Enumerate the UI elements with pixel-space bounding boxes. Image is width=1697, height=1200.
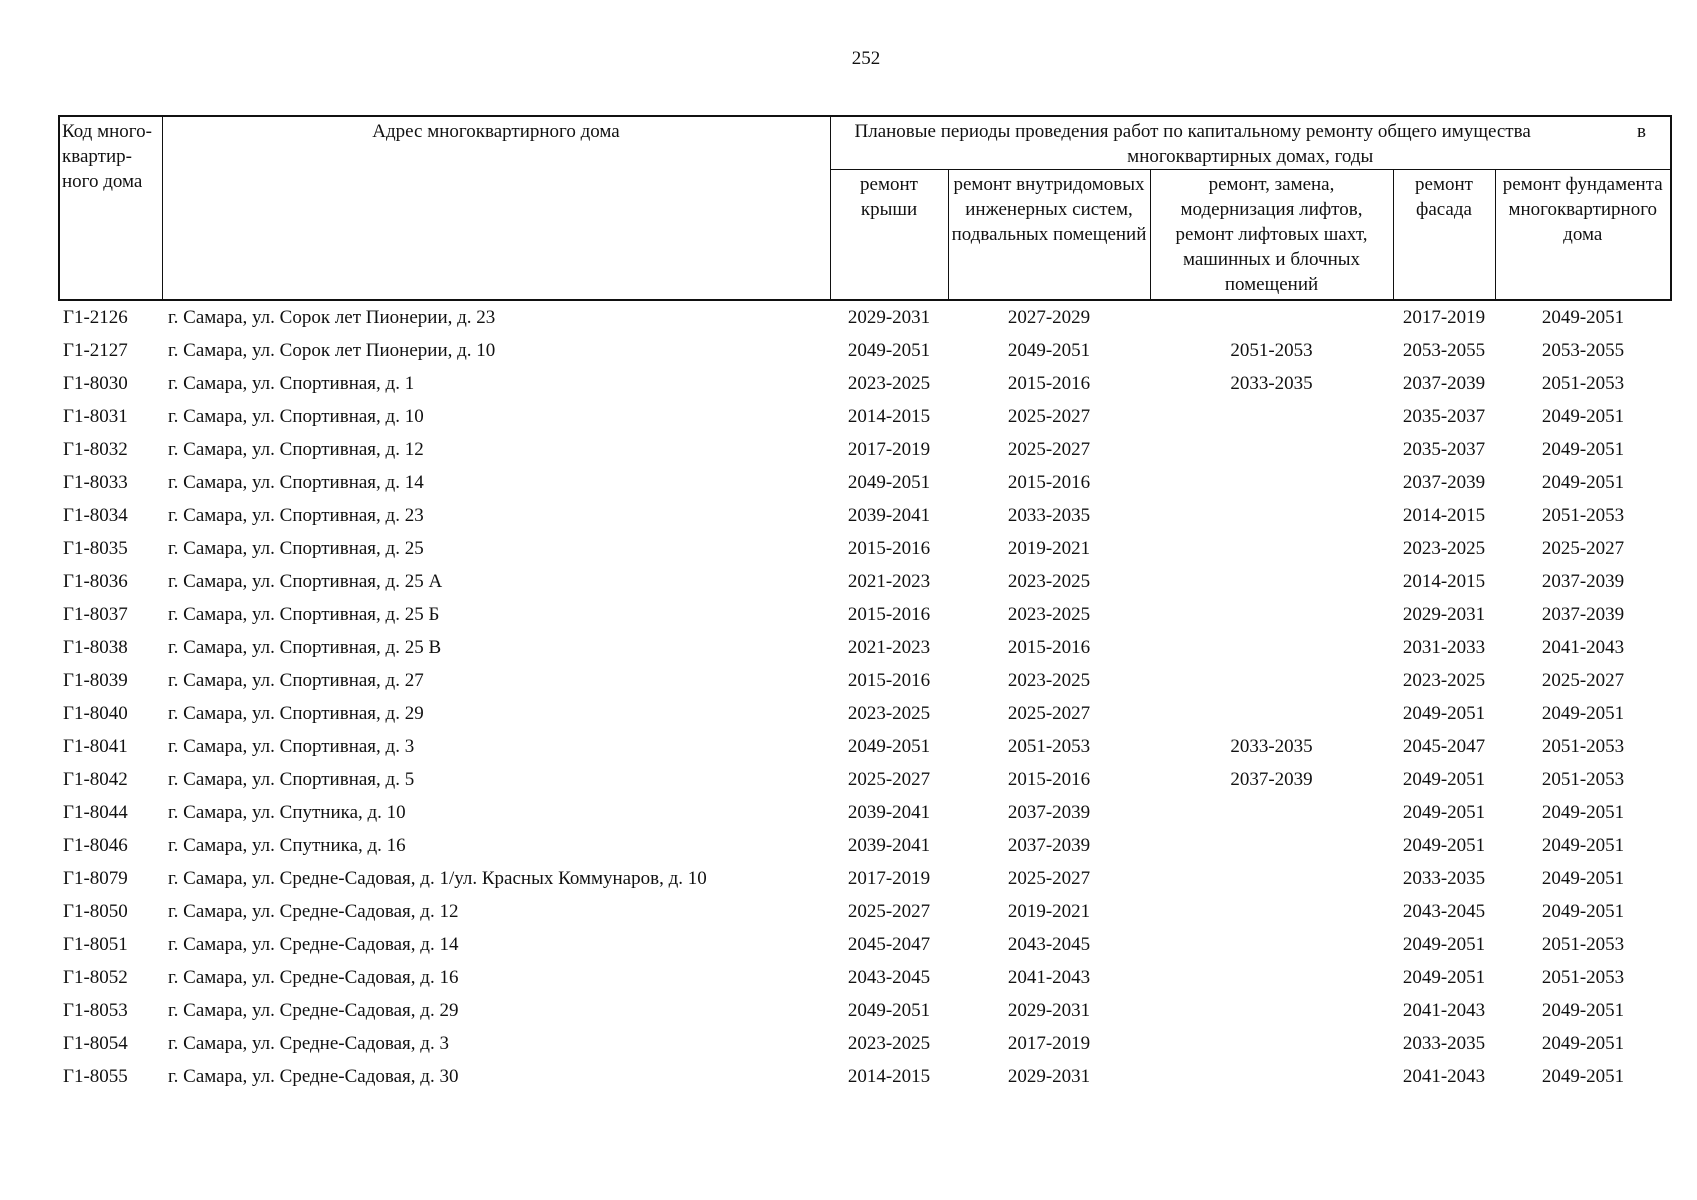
- lifts-period-cell: [1150, 961, 1393, 994]
- roof-period-cell: 2025-2027: [847, 901, 931, 922]
- address-cell: г. Самара, ул. Сорок лет Пионерии, д. 10: [168, 340, 496, 361]
- lifts-period-cell: [1150, 829, 1393, 862]
- facade-period-cell: 2049-2051: [1402, 835, 1486, 856]
- systems-period-cell: 2023-2025: [1007, 670, 1091, 691]
- facade-period-cell: 2049-2051: [1402, 967, 1486, 988]
- foundation-period-cell: 2049-2051: [1541, 1000, 1625, 1021]
- systems-period-cell: 2017-2019: [1007, 1033, 1091, 1054]
- house-code-cell: Г1-8050: [63, 901, 128, 922]
- facade-period-cell: 2043-2045: [1402, 901, 1486, 922]
- house-code-cell: Г1-8036: [63, 571, 128, 592]
- foundation-period-cell: 2037-2039: [1541, 571, 1625, 592]
- address-cell: г. Самара, ул. Спортивная, д. 27: [168, 670, 424, 691]
- table-row: [59, 697, 1671, 730]
- house-code-cell: Г1-8052: [63, 967, 128, 988]
- facade-period-cell: 2017-2019: [1402, 307, 1486, 328]
- roof-period-cell: 2014-2015: [847, 406, 931, 427]
- address-cell: г. Самара, ул. Спутника, д. 16: [168, 835, 406, 856]
- lifts-period-cell: [1150, 796, 1393, 829]
- facade-period-cell: 2037-2039: [1402, 472, 1486, 493]
- systems-period-cell: 2019-2021: [1007, 538, 1091, 559]
- table-row: [59, 763, 1671, 796]
- address-cell: г. Самара, ул. Средне-Садовая, д. 16: [168, 967, 459, 988]
- table-row: [59, 400, 1671, 433]
- header-engineering-systems-repair: ремонт внутридомовых инженерных систем, подвальных помещений: [948, 170, 1150, 301]
- systems-period-cell: 2025-2027: [1007, 868, 1091, 889]
- facade-period-cell: 2041-2043: [1402, 1066, 1486, 1087]
- header-address: Адрес многоквартирного дома: [162, 116, 830, 300]
- facade-period-cell: 2049-2051: [1402, 769, 1486, 790]
- table-row: [59, 796, 1671, 829]
- address-cell: г. Самара, ул. Средне-Садовая, д. 12: [168, 901, 459, 922]
- header-planned-periods-line2: многоквартирных домах, годы: [1127, 146, 1374, 167]
- address-cell: г. Самара, ул. Сорок лет Пионерии, д. 23: [168, 307, 496, 328]
- lifts-period-cell: [1150, 433, 1393, 466]
- address-cell: г. Самара, ул. Спортивная, д. 3: [168, 736, 415, 757]
- lifts-period-cell: [1150, 565, 1393, 598]
- address-cell: г. Самара, ул. Спортивная, д. 12: [168, 439, 424, 460]
- roof-period-cell: 2049-2051: [847, 340, 931, 361]
- systems-period-cell: 2033-2035: [1007, 505, 1091, 526]
- systems-period-cell: 2027-2029: [1007, 307, 1091, 328]
- foundation-period-cell: 2051-2053: [1541, 736, 1625, 757]
- address-cell: г. Самара, ул. Спортивная, д. 25 Б: [168, 604, 440, 625]
- roof-period-cell: 2017-2019: [847, 868, 931, 889]
- table-body: [59, 300, 1671, 1093]
- house-code-cell: Г1-8035: [63, 538, 128, 559]
- roof-period-cell: 2014-2015: [847, 1066, 931, 1087]
- roof-period-cell: 2015-2016: [847, 538, 931, 559]
- facade-period-cell: 2035-2037: [1402, 439, 1486, 460]
- lifts-period-cell: [1150, 499, 1393, 532]
- house-code-cell: Г1-2127: [63, 340, 128, 361]
- foundation-period-cell: 2049-2051: [1541, 1033, 1625, 1054]
- house-code-cell: Г1-8055: [63, 1066, 128, 1087]
- facade-period-cell: 2041-2043: [1402, 1000, 1486, 1021]
- facade-period-cell: 2014-2015: [1402, 505, 1486, 526]
- table-row: [59, 961, 1671, 994]
- foundation-period-cell: 2049-2051: [1541, 406, 1625, 427]
- lifts-period-cell: [1150, 994, 1393, 1027]
- house-code-cell: Г1-8039: [63, 670, 128, 691]
- roof-period-cell: 2017-2019: [847, 439, 931, 460]
- house-code-cell: Г1-8031: [63, 406, 128, 427]
- foundation-period-cell: 2049-2051: [1541, 802, 1625, 823]
- header-house-code: Код много-квартир-ного дома: [59, 116, 162, 300]
- header-planned-periods: [830, 116, 1671, 170]
- table-row: [59, 994, 1671, 1027]
- house-code-cell: Г1-2126: [63, 307, 128, 328]
- systems-period-cell: 2023-2025: [1007, 604, 1091, 625]
- systems-period-cell: 2037-2039: [1007, 802, 1091, 823]
- roof-period-cell: 2045-2047: [847, 934, 931, 955]
- house-code-cell: Г1-8042: [63, 769, 128, 790]
- address-cell: г. Самара, ул. Средне-Садовая, д. 30: [168, 1066, 459, 1087]
- systems-period-cell: 2025-2027: [1007, 439, 1091, 460]
- systems-period-cell: 2015-2016: [1007, 637, 1091, 658]
- address-cell: г. Самара, ул. Спортивная, д. 25 В: [168, 637, 442, 658]
- foundation-period-cell: 2049-2051: [1541, 901, 1625, 922]
- roof-period-cell: 2043-2045: [847, 967, 931, 988]
- foundation-period-cell: 2049-2051: [1541, 868, 1625, 889]
- foundation-period-cell: 2051-2053: [1541, 934, 1625, 955]
- table-row: [59, 300, 1671, 334]
- house-code-cell: Г1-8034: [63, 505, 128, 526]
- facade-period-cell: 2014-2015: [1402, 571, 1486, 592]
- systems-period-cell: 2041-2043: [1007, 967, 1091, 988]
- systems-period-cell: 2015-2016: [1007, 373, 1091, 394]
- roof-period-cell: 2049-2051: [847, 736, 931, 757]
- foundation-period-cell: 2025-2027: [1541, 538, 1625, 559]
- table-row: [59, 499, 1671, 532]
- lifts-period-cell: [1150, 532, 1393, 565]
- systems-period-cell: 2051-2053: [1007, 736, 1091, 757]
- lifts-period-cell: [1150, 664, 1393, 697]
- house-code-cell: Г1-8051: [63, 934, 128, 955]
- table-row: [59, 565, 1671, 598]
- systems-period-cell: 2015-2016: [1007, 769, 1091, 790]
- lifts-period-cell: [1150, 598, 1393, 631]
- lifts-period-cell: 2033-2035: [1230, 736, 1313, 757]
- house-code-cell: Г1-8046: [63, 835, 128, 856]
- facade-period-cell: 2023-2025: [1402, 538, 1486, 559]
- foundation-period-cell: 2037-2039: [1541, 604, 1625, 625]
- foundation-period-cell: 2051-2053: [1541, 769, 1625, 790]
- address-cell: г. Самара, ул. Спортивная, д. 29: [168, 703, 424, 724]
- address-cell: г. Самара, ул. Средне-Садовая, д. 14: [168, 934, 459, 955]
- house-code-cell: Г1-8079: [63, 868, 128, 889]
- foundation-period-cell: 2051-2053: [1541, 373, 1625, 394]
- address-cell: г. Самара, ул. Спортивная, д. 25: [168, 538, 424, 559]
- table-row: [59, 928, 1671, 961]
- address-cell: г. Самара, ул. Средне-Садовая, д. 3: [168, 1033, 449, 1054]
- foundation-period-cell: 2049-2051: [1541, 1066, 1625, 1087]
- header-roof-repair: ремонт крыши: [830, 170, 948, 301]
- house-code-cell: Г1-8038: [63, 637, 128, 658]
- foundation-period-cell: 2051-2053: [1541, 505, 1625, 526]
- address-cell: г. Самара, ул. Средне-Садовая, д. 1/ул. Красных Коммунаров, д. 10: [168, 868, 707, 889]
- table-row: [59, 1060, 1671, 1093]
- facade-period-cell: 2035-2037: [1402, 406, 1486, 427]
- header-facade-repair: ремонт фасада: [1393, 170, 1495, 301]
- roof-period-cell: 2039-2041: [847, 835, 931, 856]
- roof-period-cell: 2023-2025: [847, 1033, 931, 1054]
- table-row: [59, 433, 1671, 466]
- lifts-period-cell: [1150, 1027, 1393, 1060]
- house-code-cell: Г1-8032: [63, 439, 128, 460]
- house-code-cell: Г1-8040: [63, 703, 128, 724]
- facade-period-cell: 2049-2051: [1402, 703, 1486, 724]
- foundation-period-cell: 2049-2051: [1541, 439, 1625, 460]
- lifts-period-cell: [1150, 895, 1393, 928]
- foundation-period-cell: 2053-2055: [1541, 340, 1625, 361]
- house-code-cell: Г1-8054: [63, 1033, 128, 1054]
- table-row: [59, 730, 1671, 763]
- foundation-period-cell: 2025-2027: [1541, 670, 1625, 691]
- roof-period-cell: 2015-2016: [847, 670, 931, 691]
- facade-period-cell: 2033-2035: [1402, 868, 1486, 889]
- table-row: [59, 532, 1671, 565]
- facade-period-cell: 2037-2039: [1402, 373, 1486, 394]
- header-foundation-repair: ремонт фундамента многоквартирного дома: [1495, 170, 1671, 301]
- foundation-period-cell: 2049-2051: [1541, 703, 1625, 724]
- systems-period-cell: 2029-2031: [1007, 1066, 1091, 1087]
- facade-period-cell: 2049-2051: [1402, 802, 1486, 823]
- address-cell: г. Самара, ул. Спортивная, д. 5: [168, 769, 415, 790]
- table-row: [59, 334, 1671, 367]
- systems-period-cell: 2037-2039: [1007, 835, 1091, 856]
- roof-period-cell: 2025-2027: [847, 769, 931, 790]
- lifts-period-cell: 2051-2053: [1230, 340, 1313, 361]
- house-code-cell: Г1-8033: [63, 472, 128, 493]
- house-code-cell: Г1-8041: [63, 736, 128, 757]
- table-header: [59, 116, 1671, 300]
- address-cell: г. Самара, ул. Спортивная, д. 14: [168, 472, 424, 493]
- foundation-period-cell: 2049-2051: [1541, 307, 1625, 328]
- house-code-cell: Г1-8053: [63, 1000, 128, 1021]
- systems-period-cell: 2023-2025: [1007, 571, 1091, 592]
- systems-period-cell: 2015-2016: [1007, 472, 1091, 493]
- house-code-cell: Г1-8030: [63, 373, 128, 394]
- foundation-period-cell: 2051-2053: [1541, 967, 1625, 988]
- lifts-period-cell: [1150, 928, 1393, 961]
- lifts-period-cell: [1150, 300, 1393, 334]
- roof-period-cell: 2021-2023: [847, 571, 931, 592]
- roof-period-cell: 2039-2041: [847, 505, 931, 526]
- page-number: 252: [851, 48, 881, 69]
- table-row: [59, 862, 1671, 895]
- foundation-period-cell: 2049-2051: [1541, 472, 1625, 493]
- address-cell: г. Самара, ул. Спортивная, д. 10: [168, 406, 424, 427]
- foundation-period-cell: 2049-2051: [1541, 835, 1625, 856]
- table-row: [59, 895, 1671, 928]
- lifts-period-cell: 2033-2035: [1230, 373, 1313, 394]
- roof-period-cell: 2023-2025: [847, 373, 931, 394]
- lifts-period-cell: [1150, 1060, 1393, 1093]
- header-planned-periods-tail: в: [1637, 121, 1646, 142]
- address-cell: г. Самара, ул. Средне-Садовая, д. 29: [168, 1000, 459, 1021]
- header-lifts-repair: ремонт, замена, модернизация лифтов, ремонт лифтовых шахт, машинных и блочных помещений: [1150, 170, 1393, 301]
- header-planned-periods-main: Плановые периоды проведения работ по капитальному ремонту общего имущества: [854, 121, 1531, 142]
- facade-period-cell: 2045-2047: [1402, 736, 1486, 757]
- facade-period-cell: 2033-2035: [1402, 1033, 1486, 1054]
- facade-period-cell: 2031-2033: [1402, 637, 1486, 658]
- facade-period-cell: 2029-2031: [1402, 604, 1486, 625]
- roof-period-cell: 2023-2025: [847, 703, 931, 724]
- systems-period-cell: 2029-2031: [1007, 1000, 1091, 1021]
- address-cell: г. Самара, ул. Спортивная, д. 23: [168, 505, 424, 526]
- table-row: [59, 466, 1671, 499]
- house-code-cell: Г1-8037: [63, 604, 128, 625]
- table-row: [59, 367, 1671, 400]
- lifts-period-cell: [1150, 862, 1393, 895]
- table-row: [59, 664, 1671, 697]
- facade-period-cell: 2023-2025: [1402, 670, 1486, 691]
- lifts-period-cell: 2037-2039: [1230, 769, 1313, 790]
- roof-period-cell: 2021-2023: [847, 637, 931, 658]
- table-row: [59, 1027, 1671, 1060]
- house-code-cell: Г1-8044: [63, 802, 128, 823]
- address-cell: г. Самара, ул. Спортивная, д. 25 А: [168, 571, 443, 592]
- address-cell: г. Самара, ул. Спортивная, д. 1: [168, 373, 415, 394]
- lifts-period-cell: [1150, 697, 1393, 730]
- roof-period-cell: 2039-2041: [847, 802, 931, 823]
- foundation-period-cell: 2041-2043: [1541, 637, 1625, 658]
- lifts-period-cell: [1150, 466, 1393, 499]
- systems-period-cell: 2019-2021: [1007, 901, 1091, 922]
- table-row: [59, 598, 1671, 631]
- systems-period-cell: 2025-2027: [1007, 406, 1091, 427]
- roof-period-cell: 2015-2016: [847, 604, 931, 625]
- capital-repair-schedule-table: [58, 115, 1672, 1093]
- lifts-period-cell: [1150, 631, 1393, 664]
- roof-period-cell: 2029-2031: [847, 307, 931, 328]
- table-row: [59, 631, 1671, 664]
- facade-period-cell: 2053-2055: [1402, 340, 1486, 361]
- lifts-period-cell: [1150, 400, 1393, 433]
- table-row: [59, 829, 1671, 862]
- systems-period-cell: 2049-2051: [1007, 340, 1091, 361]
- facade-period-cell: 2049-2051: [1402, 934, 1486, 955]
- roof-period-cell: 2049-2051: [847, 472, 931, 493]
- address-cell: г. Самара, ул. Спутника, д. 10: [168, 802, 406, 823]
- systems-period-cell: 2025-2027: [1007, 703, 1091, 724]
- roof-period-cell: 2049-2051: [847, 1000, 931, 1021]
- systems-period-cell: 2043-2045: [1007, 934, 1091, 955]
